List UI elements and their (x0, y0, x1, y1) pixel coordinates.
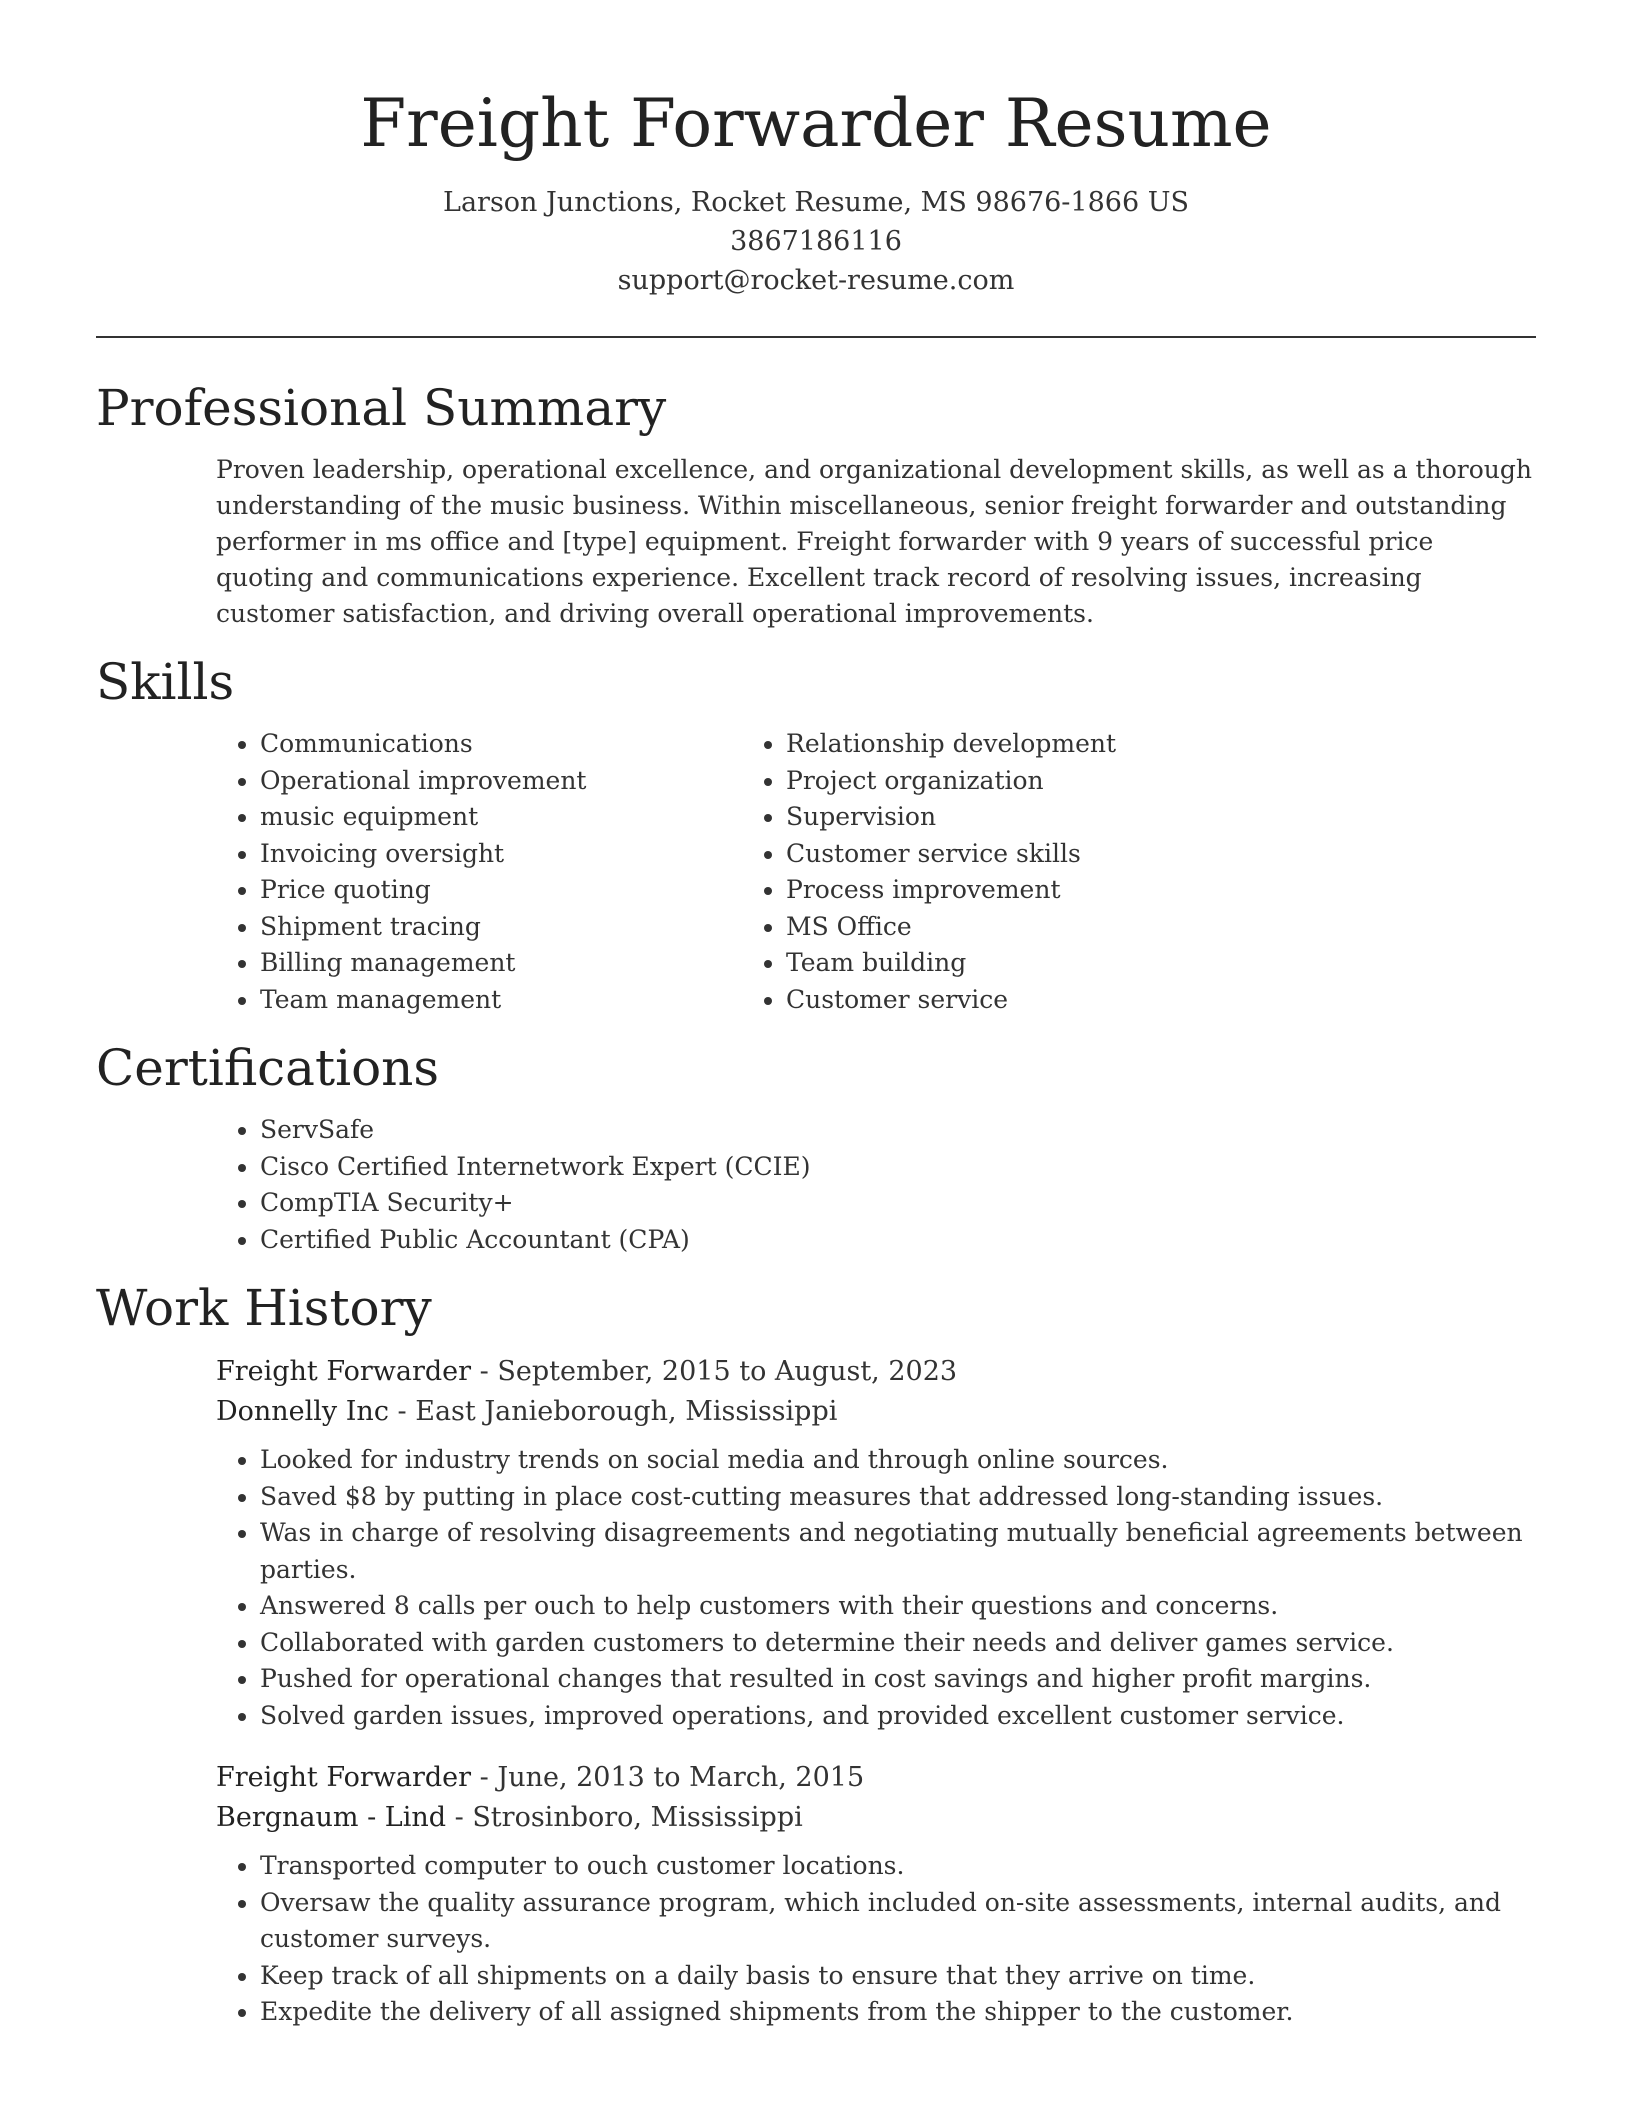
job-bullet: • Expedite the delivery of all assigned shipments from the shipper to the customer. (260, 1994, 1536, 2031)
skills-grid (96, 726, 1536, 1018)
skills-column-right (746, 726, 1116, 1018)
summary-text: Proven leadership, operational excellence, and organizational development skills, as well as a thorough understanding of the music business. Within miscellaneous, senior freight forwarder and outstanding performer in ms office and [type] equipment. Freight forwarder with 9 years of successful price quoting and communications experience. Excellent track record of resolving issues, increasing customer satisfaction, and driving overall operational improvements. (216, 455, 1532, 629)
skill-item: • Invoicing oversight (260, 836, 746, 873)
work-history-heading: Work History (96, 1279, 432, 1338)
certifications-heading: Certifications (96, 1039, 440, 1098)
job-bullet: • Looked for industry trends on social media and through online sources. (260, 1442, 1536, 1479)
job-company-line: Donnelly Inc - East Janieborough, Mississippi (216, 1396, 838, 1428)
contact-phone: 3867186116 (730, 226, 902, 258)
certification-item: • Certified Public Accountant (CPA) (260, 1222, 1536, 1259)
summary-section (96, 378, 1536, 632)
header-divider (96, 336, 1536, 338)
job-bullet: • Pushed for operational changes that resulted in cost savings and higher profit margins. (260, 1661, 1536, 1698)
job-company: Donnelly Inc (216, 1396, 389, 1428)
job-company: Bergnaum - Lind (216, 1802, 447, 1834)
certifications-list (96, 1112, 1536, 1258)
certification-item: • ServSafe (260, 1112, 1536, 1149)
work-history-section (96, 1278, 1536, 2031)
job-bullet: • Answered 8 calls per ouch to help customers with their questions and concerns. (260, 1588, 1536, 1625)
job-entry (216, 1352, 1536, 1734)
job-dates: September, 2015 to August, 2023 (497, 1356, 958, 1388)
job-bullet: • Solved garden issues, improved operations, and provided excellent customer service. (260, 1698, 1536, 1735)
skill-item: • Shipment tracing (260, 909, 746, 946)
skill-item: • Communications (260, 726, 746, 763)
skill-item: • Process improvement (786, 872, 1116, 909)
skill-item: • MS Office (786, 909, 1116, 946)
skills-heading: Skills (96, 653, 235, 712)
skill-item: • Team building (786, 945, 1116, 982)
job-dates: June, 2013 to March, 2015 (497, 1762, 865, 1794)
job-bullet: • Saved $8 by putting in place cost-cutting measures that addressed long-standing issues. (260, 1479, 1536, 1516)
skill-item: • Operational improvement (260, 763, 746, 800)
job-role: Freight Forwarder (216, 1356, 472, 1388)
certification-item: • CompTIA Security+ (260, 1185, 1536, 1222)
job-bullet: • Was in charge of resolving disagreements and negotiating mutually beneficial agreements between parties. (260, 1515, 1536, 1588)
skill-item: • Price quoting (260, 872, 746, 909)
job-bullet: • Oversaw the quality assurance program, which included on-site assessments, internal audits, and customer surveys. (260, 1885, 1536, 1958)
skill-item: • Project organization (786, 763, 1116, 800)
skill-item: • Team management (260, 982, 746, 1019)
skill-item: • Customer service skills (786, 836, 1116, 873)
job-company-line: Bergnaum - Lind - Strosinboro, Mississippi (216, 1802, 803, 1834)
skill-item: • music equipment (260, 799, 746, 836)
job-location: East Janieborough, Mississippi (415, 1396, 838, 1428)
skills-section (96, 652, 1536, 1018)
certifications-section (96, 1038, 1536, 1258)
skill-item: • Supervision (786, 799, 1116, 836)
contact-address: Larson Junctions, Rocket Resume, MS 98676-1866 US (443, 187, 1189, 219)
resume-header (96, 0, 1536, 300)
job-bullets (216, 1442, 1536, 1734)
skill-item: • Relationship development (786, 726, 1116, 763)
job-role-line: Freight Forwarder - September, 2015 to August, 2023 (216, 1356, 958, 1388)
certification-item: • Cisco Certified Internetwork Expert (CCIE) (260, 1149, 1536, 1186)
job-location: Strosinboro, Mississippi (472, 1802, 803, 1834)
job-bullet: • Collaborated with garden customers to determine their needs and deliver games service. (260, 1625, 1536, 1662)
skill-item: • Billing management (260, 945, 746, 982)
job-role-line: Freight Forwarder - June, 2013 to March, 2015 (216, 1762, 865, 1794)
job-bullets (216, 1848, 1536, 2031)
job-bullet: • Keep track of all shipments on a daily basis to ensure that they arrive on time. (260, 1958, 1536, 1995)
summary-heading: Professional Summary (96, 379, 667, 438)
job-role: Freight Forwarder (216, 1762, 472, 1794)
job-entry (216, 1758, 1536, 2031)
resume-title: Freight Forwarder Resume (360, 85, 1272, 162)
job-bullet: • Transported computer to ouch customer locations. (260, 1848, 1536, 1885)
skill-item: • Customer service (786, 982, 1116, 1019)
contact-email: support@rocket-resume.com (617, 265, 1015, 297)
skills-column-left (96, 726, 746, 1018)
